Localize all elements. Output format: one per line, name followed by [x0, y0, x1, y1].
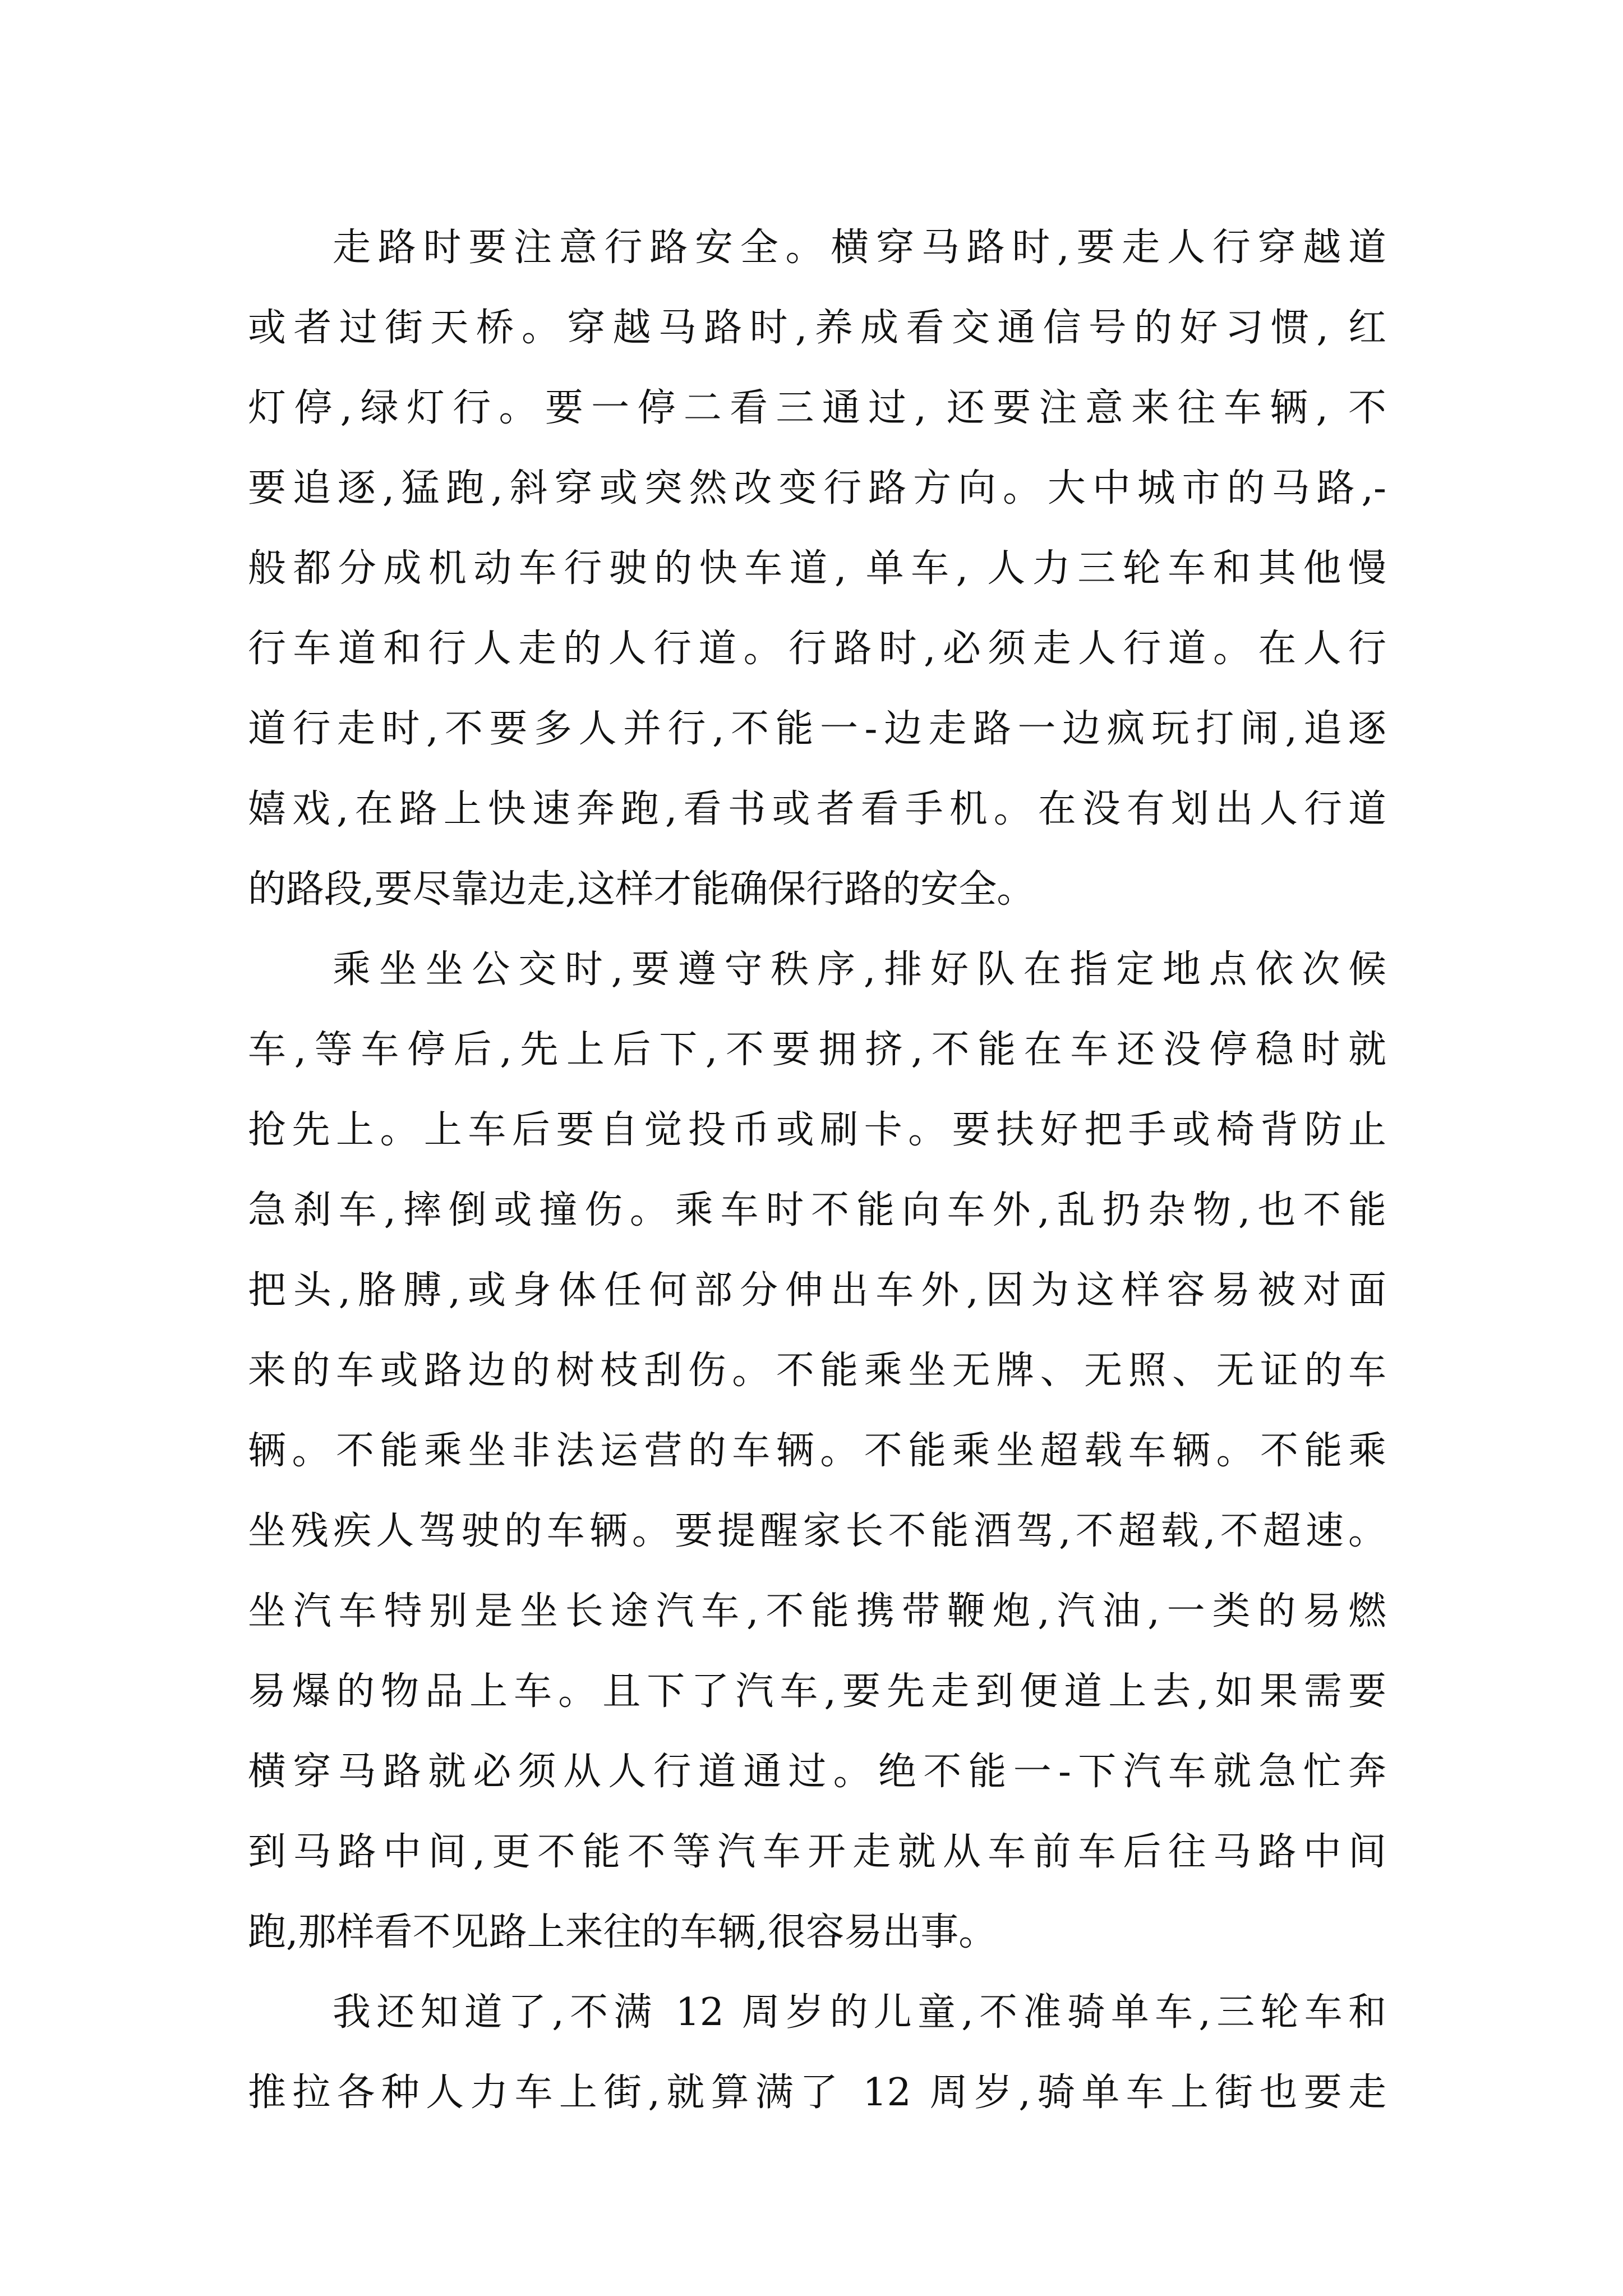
paragraph-line: 道行走时,不要多人并行,不能一-边走路一边疯玩打闹,追逐	[248, 707, 1386, 751]
paragraph-line: 易爆的物品上车。且下了汽车,要先走到便道上去,如果需要	[248, 1669, 1386, 1714]
paragraph-line: 到马路中间,更不能不等汽车开走就从车前车后往马路中间	[248, 1830, 1386, 1874]
paragraph-line: 把头,胳膊,或身体任何部分伸出车外,因为这样容易被对面	[248, 1268, 1386, 1313]
paragraph-line: 般都分成机动车行驶的快车道, 单车, 人力三轮车和其他慢	[248, 546, 1386, 591]
paragraph-line: 行车道和行人走的人行道。行路时,必须走人行道。在人行	[248, 627, 1386, 671]
paragraph-line: 的路段,要尽靠边走,这样才能确保行路的安全。	[248, 867, 1035, 912]
paragraph-line: 我还知道了,不满 12 周岁的儿童,不准骑单车,三轮车和	[333, 1990, 1386, 2035]
paragraph-line: 灯停,绿灯行。要一停二看三通过, 还要注意来往车辆, 不	[248, 386, 1386, 430]
paragraph-line: 抢先上。上车后要自觉投币或刷卡。要扶好把手或椅背防止	[248, 1108, 1386, 1152]
paragraph-cycling-age-rule	[248, 1972, 1386, 2133]
paragraph-line: 急刹车,摔倒或撞伤。乘车时不能向车外,乱扔杂物,也不能	[248, 1188, 1386, 1232]
paragraph-line: 乘坐坐公交时,要遵守秩序,排好队在指定地点依次候	[333, 947, 1386, 992]
paragraph-line: 要追逐,猛跑,斜穿或突然改变行路方向。大中城市的马路,-	[248, 466, 1386, 510]
paragraph-line: 辆。不能乘坐非法运营的车辆。不能乘坐超载车辆。不能乘	[248, 1429, 1386, 1473]
paragraph-line: 走路时要注意行路安全。横穿马路时,要走人行穿越道	[333, 226, 1386, 270]
paragraph-line: 横穿马路就必须从人行道通过。绝不能一-下汽车就急忙奔	[248, 1750, 1386, 1794]
paragraph-line: 车,等车停后,先上后下,不要拥挤,不能在车还没停稳时就	[248, 1028, 1386, 1072]
paragraph-line: 跑,那样看不见路上来往的车辆,很容易出事。	[248, 1910, 997, 1954]
paragraph-line: 来的车或路边的树枝刮伤。不能乘坐无牌、无照、无证的车	[248, 1349, 1386, 1393]
paragraph-line: 嬉戏,在路上快速奔跑,看书或者看手机。在没有划出人行道	[248, 787, 1386, 831]
paragraph-walking-safety	[248, 208, 1386, 930]
paragraph-line: 推拉各种人力车上街,就算满了 12 周岁,骑单车上街也要走	[248, 2070, 1386, 2115]
paragraph-bus-safety	[248, 930, 1386, 1972]
paragraph-line: 或者过街天桥。穿越马路时,养成看交通信号的好习惯, 红	[248, 306, 1386, 350]
paragraph-line: 坐汽车特别是坐长途汽车,不能携带鞭炮,汽油,一类的易燃	[248, 1589, 1386, 1634]
paragraph-line: 坐残疾人驾驶的车辆。要提醒家长不能酒驾,不超载,不超速。	[248, 1509, 1386, 1553]
document-body	[248, 208, 1386, 2133]
